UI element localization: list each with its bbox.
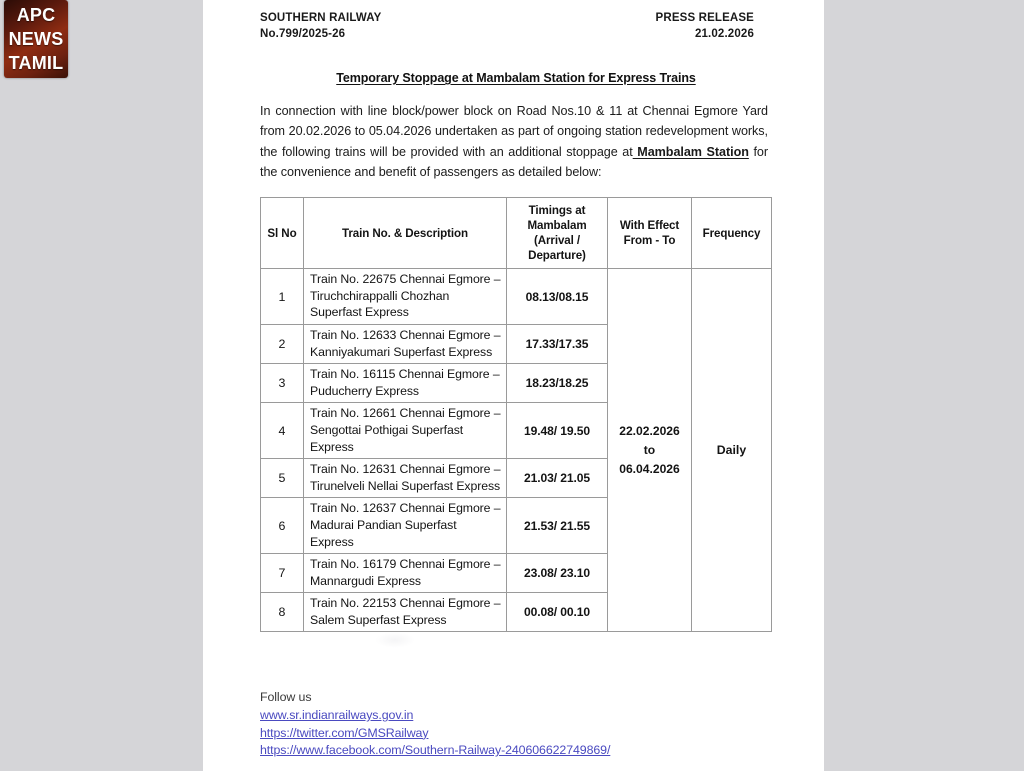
- paragraph-part-1: In connection with line block/power block on Road Nos.10 & 11 at Chennai Egmore Yard from 20.02.2026 to 05.04.2026 undertaken as part of ongoing station redevelopment works, the following trains will be provided with an additional stoppage at: [260, 104, 768, 159]
- link-twitter[interactable]: https://twitter.com/GMSRailway: [260, 725, 429, 740]
- cell-timing: 17.33/17.35: [507, 324, 608, 363]
- th-with-effect-from-to: With Effect From - To: [608, 198, 692, 269]
- logo-line-news: NEWS: [8, 28, 64, 49]
- cell-timing: 08.13/08.15: [507, 269, 608, 325]
- wef-to: 06.04.2026: [619, 461, 680, 476]
- cell-sl-no: 5: [261, 459, 304, 498]
- table-body: [261, 269, 772, 632]
- page-title: Temporary Stoppage at Mambalam Station for Express Trains: [336, 71, 696, 85]
- wef-from: 22.02.2026: [619, 423, 680, 438]
- link-website[interactable]: www.sr.indianrailways.gov.in: [260, 708, 414, 723]
- logo-line-apc: APC: [16, 4, 56, 25]
- cell-sl-no: 8: [261, 593, 304, 632]
- table-row: [261, 269, 772, 325]
- cell-sl-no: 3: [261, 364, 304, 403]
- cell-timing: 21.03/ 21.05: [507, 459, 608, 498]
- cell-frequency: Daily: [692, 269, 772, 632]
- release-number: No.799/2025-26: [260, 28, 346, 40]
- document-content: [260, 10, 772, 760]
- intro-paragraph: [260, 101, 772, 182]
- table-header-row: [261, 198, 772, 269]
- release-date: 21.02.2026: [694, 28, 754, 40]
- document-header: [260, 10, 772, 42]
- cell-train-description: Train No. 12637 Chennai Egmore – Madurai Pandian Superfast Express: [304, 498, 507, 554]
- cell-timing: 21.53/ 21.55: [507, 498, 608, 554]
- cell-sl-no: 2: [261, 324, 304, 363]
- cell-timing: 00.08/ 00.10: [507, 593, 608, 632]
- header-right-block: [656, 10, 772, 42]
- document-type: PRESS RELEASE: [655, 12, 754, 24]
- apc-news-tamil-watermark-logo: [4, 0, 68, 78]
- cell-train-description: Train No. 12661 Chennai Egmore – Sengottai Pothigai Superfast Express: [304, 403, 507, 459]
- th-sl-no: Sl No: [261, 198, 304, 269]
- cell-timing: 23.08/ 23.10: [507, 554, 608, 593]
- stoppage-table: [260, 197, 772, 632]
- cell-train-description: Train No. 16115 Chennai Egmore – Puducherry Express: [304, 364, 507, 403]
- follow-us-label: Follow us: [260, 690, 312, 705]
- th-frequency: Frequency: [692, 198, 772, 269]
- document-page: [203, 0, 824, 771]
- paragraph-emphasis-station: Mambalam Station: [632, 144, 749, 159]
- cell-train-description: Train No. 16179 Chennai Egmore – Mannargudi Express: [304, 554, 507, 593]
- th-train-description: Train No. & Description: [304, 198, 507, 269]
- cell-sl-no: 6: [261, 498, 304, 554]
- header-left-block: [260, 10, 381, 42]
- th-timings: Timings at Mambalam (Arrival / Departure): [507, 198, 608, 269]
- cell-train-description: Train No. 22153 Chennai Egmore – Salem Superfast Express: [304, 593, 507, 632]
- wef-separator: to: [643, 442, 656, 457]
- cell-train-description: Train No. 12631 Chennai Egmore – Tirunelveli Nellai Superfast Express: [304, 459, 507, 498]
- cell-sl-no: 4: [261, 403, 304, 459]
- cell-train-description: Train No. 22675 Chennai Egmore – Tiruchchirappalli Chozhan Superfast Express: [304, 269, 507, 325]
- cell-sl-no: 7: [261, 554, 304, 593]
- organization-name: SOUTHERN RAILWAY: [260, 12, 382, 24]
- logo-line-tamil: TAMIL: [8, 52, 64, 73]
- cell-with-effect-from-to: [608, 269, 692, 632]
- paragraph-part-2: for the convenience and benefit of passengers as detailed below:: [260, 144, 768, 179]
- cell-sl-no: 1: [261, 269, 304, 325]
- cell-train-description: Train No. 12633 Chennai Egmore – Kanniyakumari Superfast Express: [304, 324, 507, 363]
- cell-timing: 18.23/18.25: [507, 364, 608, 403]
- document-footer: [260, 689, 772, 759]
- link-facebook[interactable]: https://www.facebook.com/Southern-Railway-240606622749869/: [260, 743, 611, 758]
- cell-timing: 19.48/ 19.50: [507, 403, 608, 459]
